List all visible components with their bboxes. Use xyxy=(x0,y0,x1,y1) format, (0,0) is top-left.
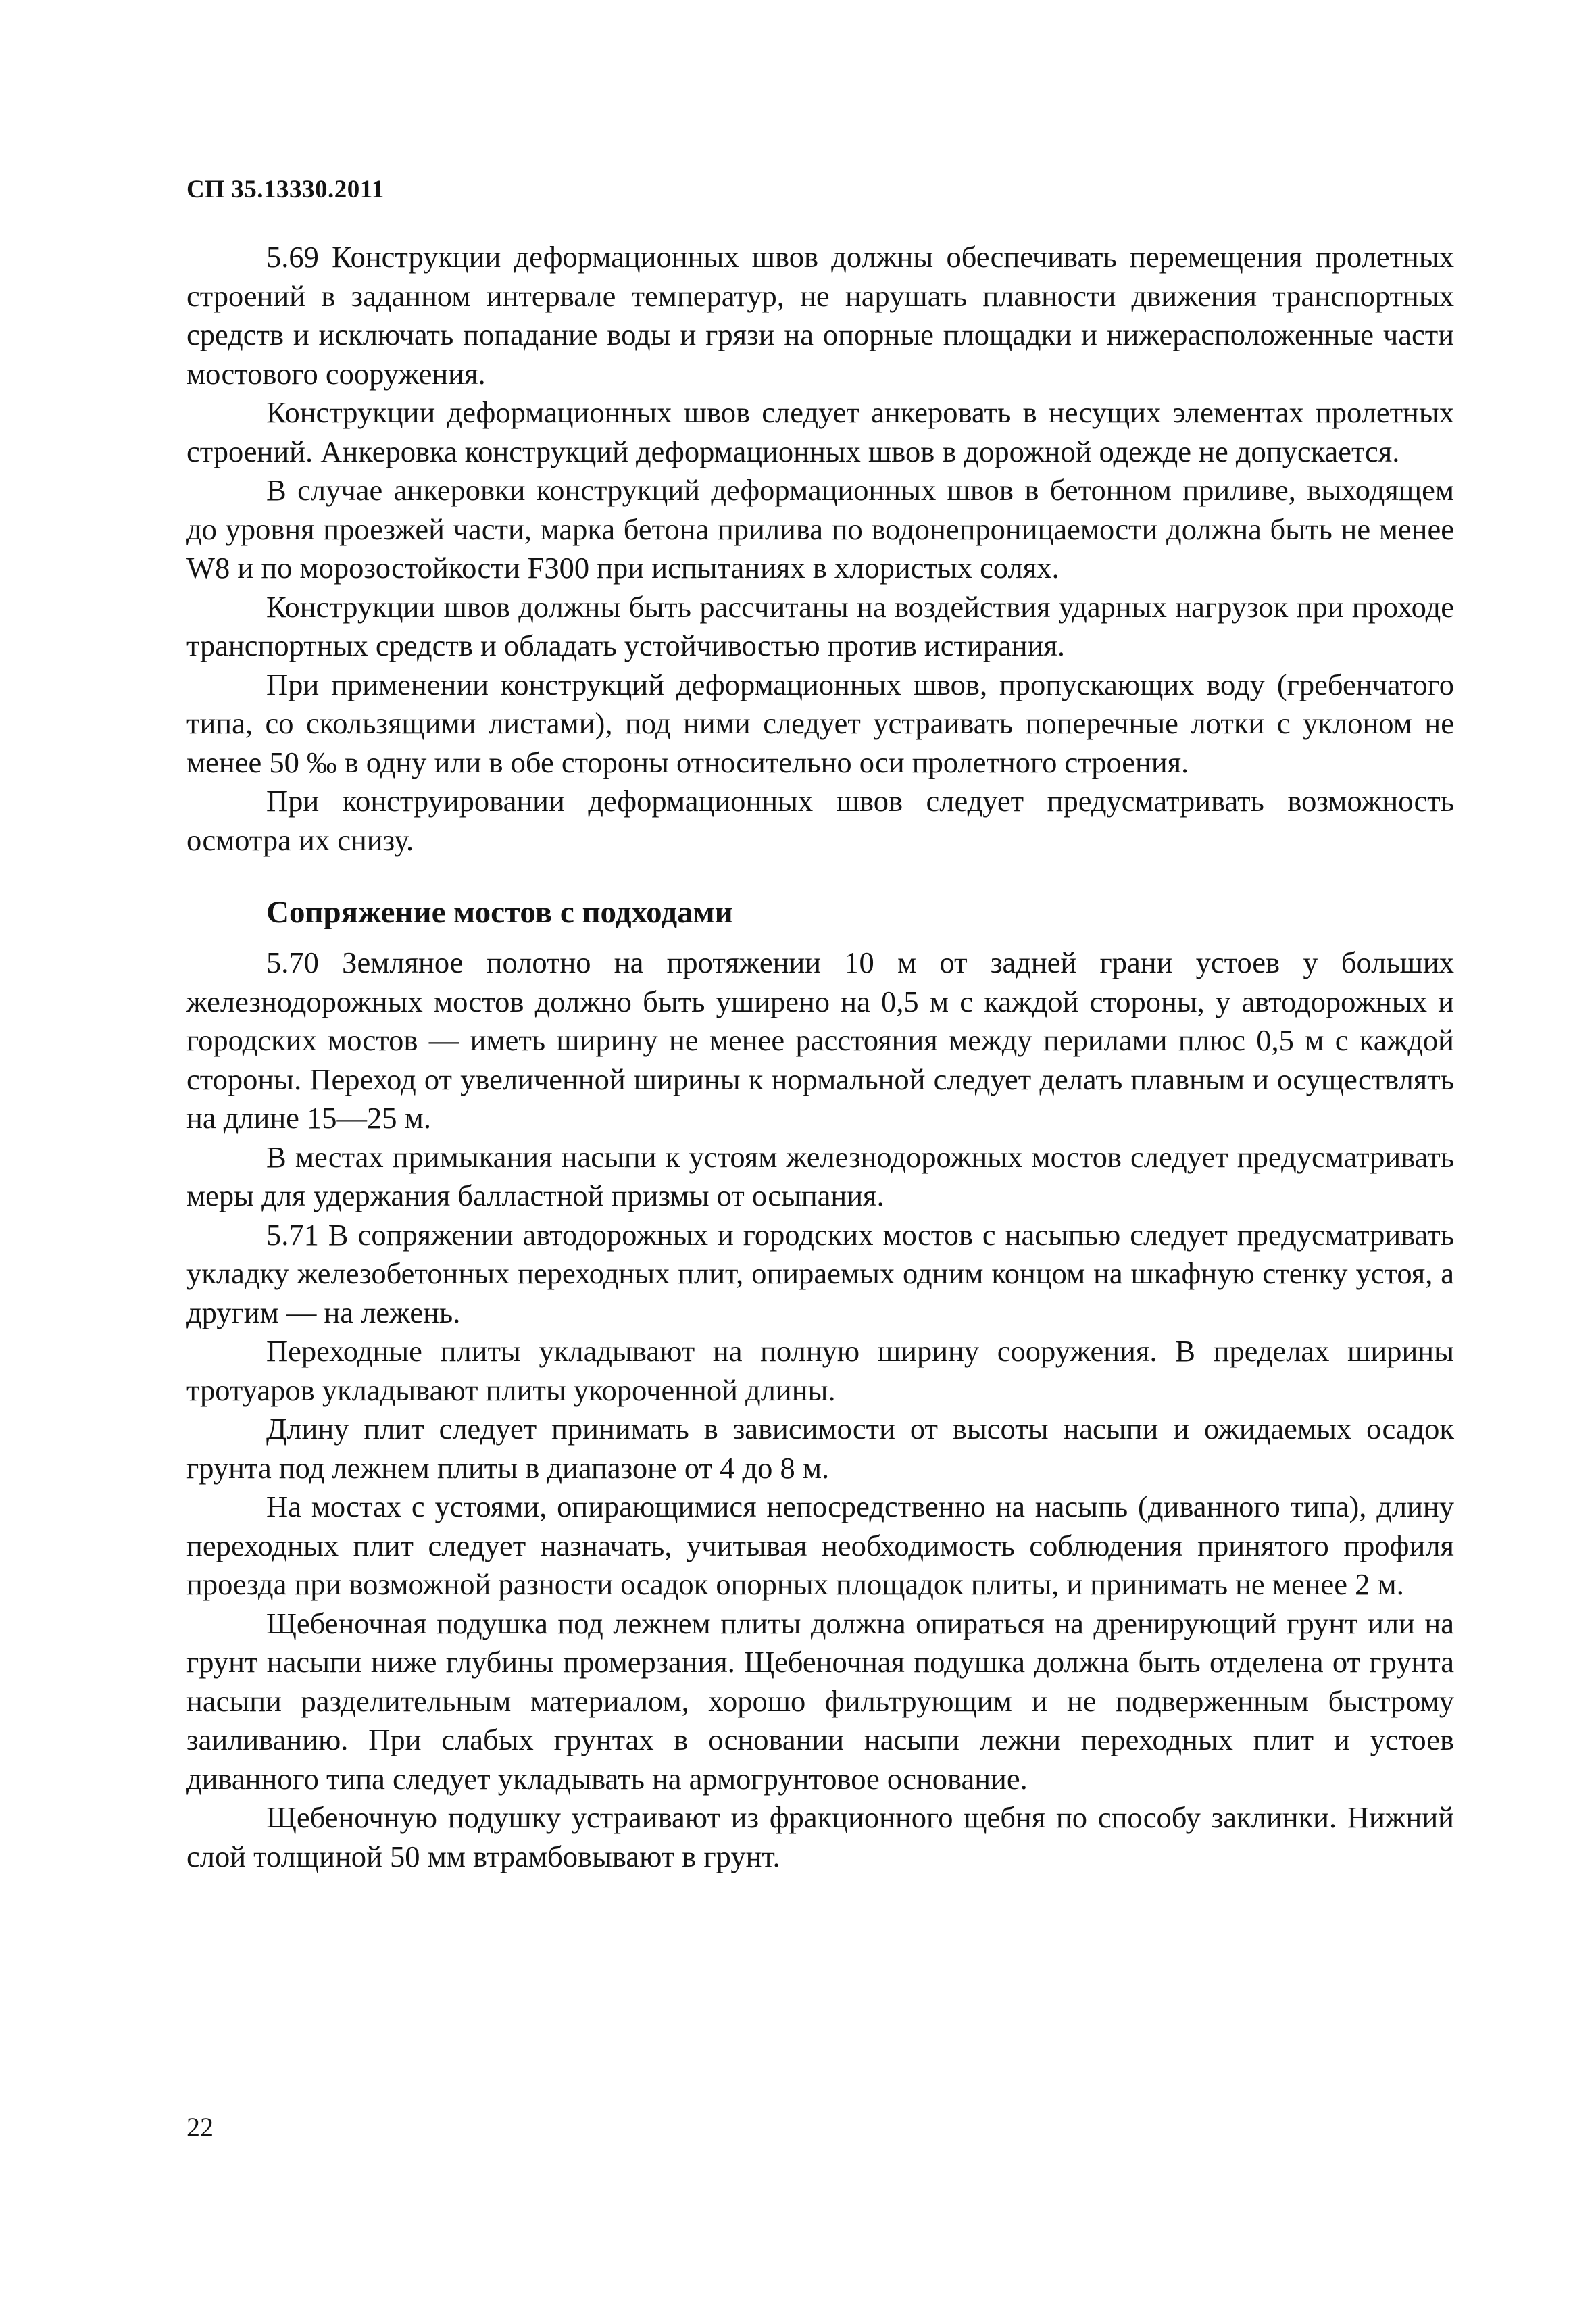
paragraph: При применении конструкций деформационных швов, пропускающих воду (гребенчатого типа, со скользящими листами), под ними следует устраивать поперечные лотки с уклоном не менее 50 ‰ в одну или в обе стороны относительно оси пролетного строения. xyxy=(186,667,1454,779)
paragraph: При конструировании деформационных швов следует предусматривать возможность осмотра их снизу. xyxy=(186,784,1454,857)
section-heading: Сопряжение мостов с подходами xyxy=(266,895,733,930)
paragraph-5-70: 5.70 Земляное полотно на протяжении 10 м от задней грани устоев у больших железнодорожных мостов должно быть уширено на 0,5 м с каждой стороны, у автодорожных и городских мостов — иметь ширину не менее расстояния между перилами плюс 0,5 м с каждой стороны. Переход от увеличенной ширины к нормальной следует делать плавным и осуществлять на длине 15—25 м. xyxy=(186,945,1454,1135)
paragraph: Переходные плиты укладывают на полную ширину сооружения. В пределах ширины тротуаров укладывают плиты укороченной длины. xyxy=(186,1334,1454,1407)
paragraph: Щебеночную подушку устраивают из фракционного щебня по способу заклинки. Нижний слой толщиной 50 мм втрамбовывают в грунт. xyxy=(186,1800,1454,1873)
document-code: СП 35.13330.2011 xyxy=(186,176,384,203)
document-body xyxy=(186,238,1454,1876)
paragraph-5-69: 5.69 Конструкции деформационных швов должны обеспечивать перемещения пролетных строений в заданном интервале температур, не нарушать плавности движения транспортных средств и исключать попадание воды и грязи на опорные площадки и нижерасположенные части мостового сооружения. xyxy=(186,240,1454,391)
paragraph: Конструкции деформационных швов следует анкеровать в несущих элементах пролетных строений. Анкеровка конструкций деформационных швов в дорожной одежде не допускается. xyxy=(186,395,1454,468)
paragraph: На мостах с устоями, опирающимися непосредственно на насыпь (диванного типа), длину переходных плит следует назначать, учитывая необходимость соблюдения принятого профиля проезда при возможной разности осадок опорных площадок плиты, и принимать не менее 2 м. xyxy=(186,1490,1454,1601)
paragraph: В местах примыкания насыпи к устоям железнодорожных мостов следует предусматривать меры для удержания балластной призмы от осыпания. xyxy=(186,1139,1454,1212)
paragraph: Конструкции швов должны быть рассчитаны на воздействия ударных нагрузок при проходе транспортных средств и обладать устойчивостью против истирания. xyxy=(186,589,1454,662)
paragraph-5-71: 5.71 В сопряжении автодорожных и городских мостов с насыпью следует предусматривать укладку железобетонных переходных плит, опираемых одним концом на шкафную стенку устоя, а другим — на лежень. xyxy=(186,1217,1454,1329)
page-number: 22 xyxy=(186,2112,214,2142)
paragraph: В случае анкеровки конструкций деформационных швов в бетонном приливе, выходящем до уровня проезжей части, марка бетона прилива по водонепроницаемости должна быть не менее W8 и по морозостойкости F300 при испытаниях в хлористых солях. xyxy=(186,473,1454,585)
paragraph: Длину плит следует принимать в зависимости от высоты насыпи и ожидаемых осадок грунта под лежнем плиты в диапазоне от 4 до 8 м. xyxy=(186,1412,1454,1485)
paragraph: Щебеночная подушка под лежнем плиты должна опираться на дренирующий грунт или на грунт насыпи ниже глубины промерзания. Щебеночная подушка должна быть отделена от грунта насыпи разделительным материалом, хорошо фильтрующим и не подверженным быстрому заиливанию. При слабых грунтах в основании насыпи лежни переходных плит и устоев диванного типа следует укладывать на армогрунтовое основание. xyxy=(186,1606,1454,1796)
